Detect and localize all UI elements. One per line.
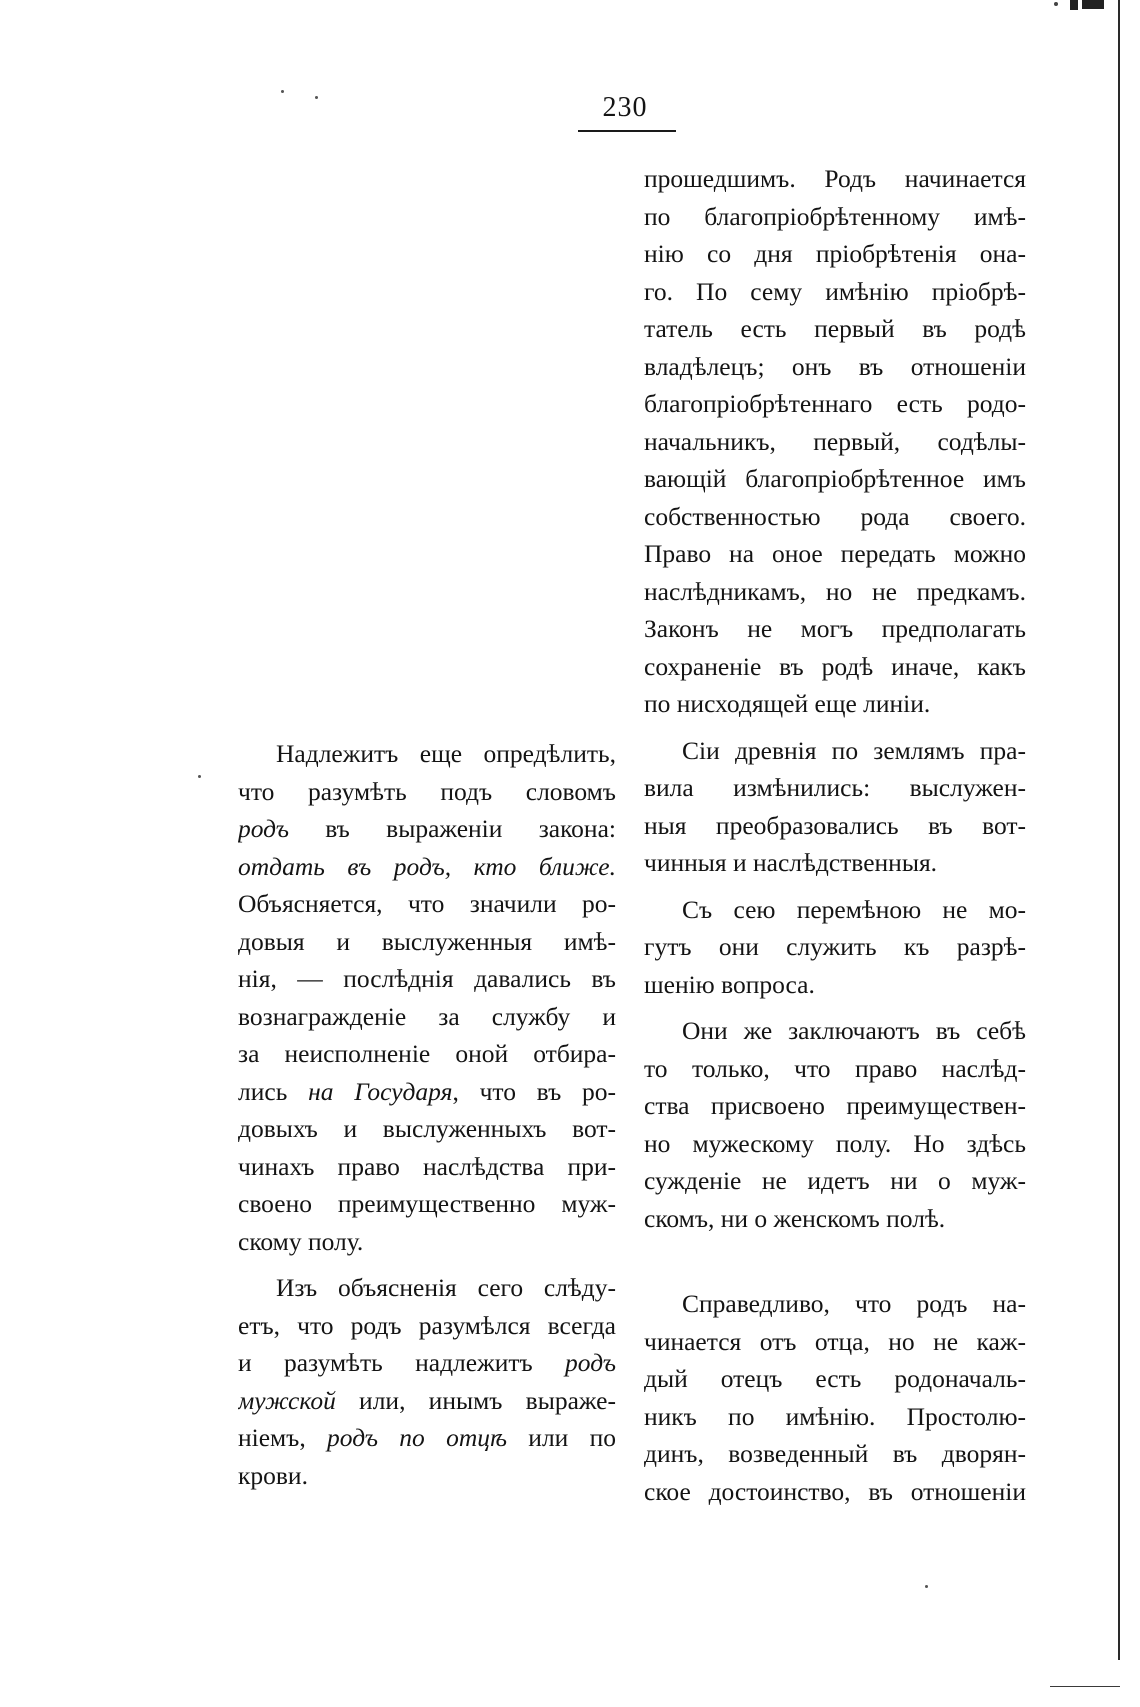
text-line: динъ, возведенный въ дворян- <box>644 1439 1026 1468</box>
text-line: ства присвоено преимуществен- <box>644 1091 1026 1120</box>
text-line: вила измѣнились: выслужен- <box>644 773 1026 802</box>
text-line: вающій благопріобрѣтенное имъ <box>644 464 1026 493</box>
italic-term: родъ <box>565 1348 616 1377</box>
text-line: нія, — послѣднія давались въ <box>238 964 616 993</box>
paragraph <box>644 160 1026 723</box>
text-line: ское достоинство, въ отношеніи <box>644 1476 1026 1506</box>
italic-quote: отдать въ родъ, кто ближе. <box>238 851 616 881</box>
text-line: го. По сему имѣнію пріобрѣ- <box>644 276 1026 306</box>
text-line: наслѣдникамъ, но не предкамъ. <box>644 576 1026 606</box>
paragraph <box>644 891 1026 1004</box>
text-line: что разумѣть подъ словомъ <box>238 776 616 806</box>
text-line: дый отецъ есть родоначаль- <box>644 1364 1026 1393</box>
text-line: никъ по имѣнію. Простолю- <box>644 1401 1026 1431</box>
text-line: чинныя и наслѣдственныя. <box>644 848 938 877</box>
text-line: прошедшимъ. Родъ начинается <box>644 164 1026 193</box>
text-line: сужденіе не идетъ ни о муж- <box>644 1166 1026 1195</box>
page-edge-rule <box>1118 0 1120 1660</box>
paragraph <box>238 735 616 1260</box>
text-line <box>238 1073 616 1111</box>
scan-speck <box>315 96 318 99</box>
scan-speck <box>925 1585 928 1588</box>
paragraph <box>238 1269 616 1494</box>
text-line: за неисполненіе оной отбира- <box>238 1039 616 1068</box>
text-line: Надлежитъ еще опредѣлить, <box>276 739 616 768</box>
right-column <box>644 160 1026 1510</box>
text-line: Они же заключаютъ въ себѣ <box>682 1016 1026 1045</box>
text-line: благопріобрѣтеннаго есть родо- <box>644 389 1026 418</box>
text-line: то только, что право наслѣд- <box>644 1053 1026 1083</box>
text-line: вознагражденіе за службу и <box>238 1001 616 1031</box>
text-line: чинахъ право наслѣдства при- <box>238 1151 616 1181</box>
text-run: или, инымъ выраже- <box>335 1385 616 1415</box>
text-line: но мужескому полу. Но здѣсь <box>644 1128 1026 1158</box>
page-bottom-rule <box>1050 1686 1120 1687</box>
text-line: татель есть первый въ родѣ <box>644 314 1026 343</box>
text-line: по благопріобрѣтенному имѣ- <box>644 201 1026 231</box>
scan-speck <box>281 90 284 93</box>
text-line: владѣлецъ; онъ въ отношеніи <box>644 351 1026 381</box>
text-line <box>238 1419 616 1457</box>
text-line: чинается отъ отца, но не каж- <box>644 1326 1026 1356</box>
text-line: Сіи древнія по землямъ пра- <box>682 735 1026 765</box>
page-number-rule <box>578 130 676 132</box>
text-run: ніемъ, <box>238 1423 328 1452</box>
text-line: Законъ не могъ предполагать <box>644 614 1026 643</box>
text-line: начальникъ, первый, содѣлы- <box>644 426 1026 456</box>
text-line: шенію вопроса. <box>644 969 815 999</box>
text-line: скомъ, ни о женскомъ полѣ. <box>644 1203 946 1233</box>
text-line <box>238 1382 616 1420</box>
text-run: и разумѣть надлежитъ <box>238 1348 566 1377</box>
text-run: въ выраженіи закона: <box>288 814 616 843</box>
text-line: своено преимущественно муж- <box>238 1189 616 1218</box>
paragraph <box>644 1012 1026 1237</box>
paragraph <box>644 1285 1026 1510</box>
text-line: по нисходящей еще линіи. <box>644 689 931 718</box>
text-run: лись <box>238 1076 309 1106</box>
text-line <box>238 810 616 848</box>
italic-term: родъ по отцѣ <box>327 1423 508 1452</box>
text-line: крови. <box>238 1460 308 1490</box>
text-run: , что въ ро- <box>452 1076 616 1106</box>
text-line: Право на оное передать можно <box>644 539 1026 568</box>
italic-term: родъ <box>238 814 289 843</box>
paragraph <box>644 732 1026 882</box>
text-run: или по <box>507 1423 616 1452</box>
left-column <box>238 735 616 1494</box>
page-number: 230 <box>602 92 648 123</box>
text-line: скому полу. <box>238 1226 364 1256</box>
text-line: етъ, что родъ разумѣлся всегда <box>238 1310 616 1340</box>
text-line: Изъ объясненія сего слѣду- <box>276 1273 616 1302</box>
text-line: сохраненіе въ родѣ иначе, какъ <box>644 651 1026 681</box>
scan-corner-mark <box>1046 0 1106 14</box>
text-line <box>238 1344 616 1382</box>
text-line: собственностью рода своего. <box>644 501 1026 531</box>
italic-term: мужской <box>238 1385 336 1415</box>
text-line: Объясняется, что значили ро- <box>238 889 616 918</box>
scan-speck <box>198 775 201 778</box>
text-line <box>238 848 616 886</box>
italic-term: на Государя <box>308 1076 453 1106</box>
text-line: довыхъ и выслуженныхъ вот- <box>238 1114 616 1143</box>
text-line: Съ сею перемѣною не мо- <box>682 894 1026 924</box>
text-line: нію со дня пріобрѣтенія она- <box>644 239 1026 268</box>
text-line: ныя преобразовались въ вот- <box>644 810 1026 840</box>
text-line: гутъ они служить къ разрѣ- <box>644 932 1026 961</box>
text-line: довыя и выслуженныя имѣ- <box>238 926 616 956</box>
text-line: Справедливо, что родъ на- <box>682 1289 1026 1318</box>
